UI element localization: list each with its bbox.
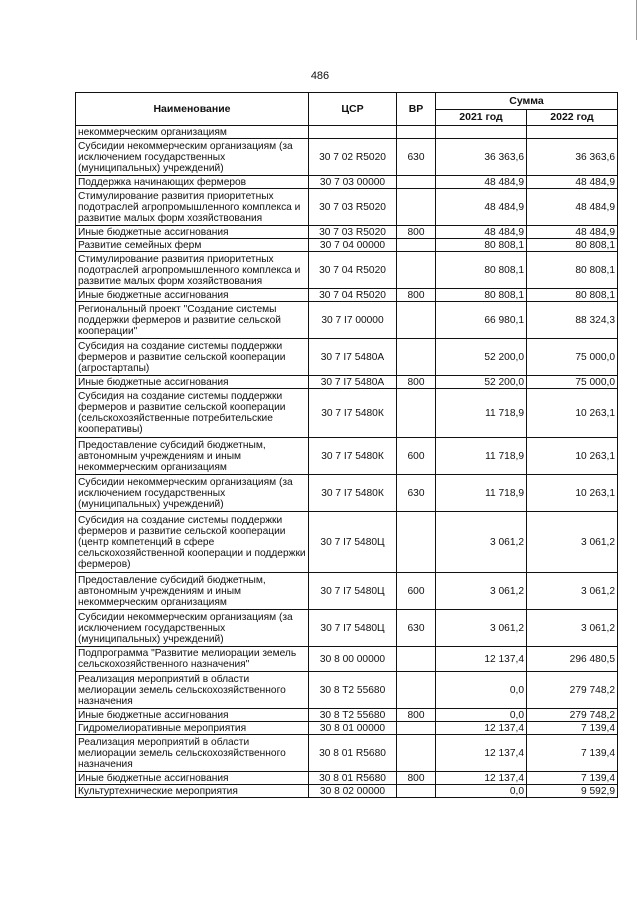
row-name: Иные бюджетные ассигнования: [76, 772, 309, 785]
row-csr: 30 7 I7 5480Ц: [309, 512, 397, 573]
row-csr: 30 7 I7 5480К: [309, 438, 397, 475]
col-header-2021: 2021 год: [436, 110, 527, 126]
row-name: Предоставление субсидий бюджетным, автономным учреждениям и иным некоммерческим организациям: [76, 573, 309, 610]
row-vr: 800: [397, 709, 436, 722]
row-csr: 30 7 02 R5020: [309, 139, 397, 176]
row-vr: 800: [397, 376, 436, 389]
row-name: некоммерческим организациям: [76, 126, 309, 139]
row-sum-2021: 36 363,6: [436, 139, 527, 176]
row-vr: 800: [397, 289, 436, 302]
table-row: [76, 376, 618, 389]
row-sum-2021: 48 484,9: [436, 176, 527, 189]
row-name: Иные бюджетные ассигнования: [76, 709, 309, 722]
row-vr: 800: [397, 772, 436, 785]
row-name: Стимулирование развития приоритетных подотраслей агропромышленного комплекса и развитие малых форм хозяйствования: [76, 252, 309, 289]
row-vr: 800: [397, 226, 436, 239]
row-name: Реализация мероприятий в области мелиорации земель сельскохозяйственного назначения: [76, 672, 309, 709]
row-csr: 30 7 03 00000: [309, 176, 397, 189]
row-vr: [397, 339, 436, 376]
row-sum-2022: 7 139,4: [527, 722, 618, 735]
page-edge-mark: [636, 0, 640, 40]
budget-table: [75, 92, 618, 798]
row-sum-2021: 80 808,1: [436, 289, 527, 302]
row-sum-2021: 12 137,4: [436, 722, 527, 735]
row-sum-2022: 10 263,1: [527, 438, 618, 475]
row-sum-2022: 48 484,9: [527, 176, 618, 189]
table-row: [76, 289, 618, 302]
row-name: Субсидия на создание системы поддержки фермеров и развитие сельской кооперации (сельскохозяйственные потребительские кооперативы): [76, 389, 309, 438]
col-header-csr: ЦСР: [309, 93, 397, 126]
col-header-sum: Сумма: [436, 93, 618, 110]
row-csr: 30 7 04 R5020: [309, 289, 397, 302]
row-csr: 30 8 01 R5680: [309, 772, 397, 785]
row-vr: [397, 389, 436, 438]
row-name: Гидромелиоративные мероприятия: [76, 722, 309, 735]
row-sum-2022: 3 061,2: [527, 610, 618, 647]
row-sum-2022: 3 061,2: [527, 573, 618, 610]
row-name: Предоставление субсидий бюджетным, автономным учреждениям и иным некоммерческим организациям: [76, 438, 309, 475]
row-vr: [397, 189, 436, 226]
row-sum-2021: 52 200,0: [436, 339, 527, 376]
table-row: [76, 735, 618, 772]
table-row: [76, 226, 618, 239]
row-csr: 30 7 I7 5480Ц: [309, 610, 397, 647]
row-sum-2022: 75 000,0: [527, 376, 618, 389]
row-csr: 30 8 T2 55680: [309, 709, 397, 722]
row-sum-2022: 88 324,3: [527, 302, 618, 339]
row-vr: [397, 176, 436, 189]
table-row: [76, 709, 618, 722]
row-sum-2021: 52 200,0: [436, 376, 527, 389]
table-row: [76, 239, 618, 252]
row-name: Иные бюджетные ассигнования: [76, 226, 309, 239]
row-sum-2022: 10 263,1: [527, 475, 618, 512]
table-row: [76, 672, 618, 709]
table-row: [76, 785, 618, 798]
table-row: [76, 722, 618, 735]
row-name: Развитие семейных ферм: [76, 239, 309, 252]
row-sum-2021: 80 808,1: [436, 252, 527, 289]
row-sum-2021: 80 808,1: [436, 239, 527, 252]
row-name: Региональный проект "Создание системы поддержки фермеров и развитие сельской кооперации": [76, 302, 309, 339]
row-name: Иные бюджетные ассигнования: [76, 289, 309, 302]
table-body: [76, 126, 618, 798]
row-vr: [397, 672, 436, 709]
table-row: [76, 647, 618, 672]
row-csr: 30 8 01 R5680: [309, 735, 397, 772]
table-row: [76, 438, 618, 475]
row-sum-2022: 75 000,0: [527, 339, 618, 376]
row-vr: [397, 302, 436, 339]
row-csr: 30 7 I7 5480А: [309, 339, 397, 376]
row-csr: 30 7 04 00000: [309, 239, 397, 252]
row-csr: 30 7 03 R5020: [309, 189, 397, 226]
page-number: 486: [310, 70, 330, 82]
row-sum-2021: 3 061,2: [436, 512, 527, 573]
table-row: [76, 176, 618, 189]
row-name: Иные бюджетные ассигнования: [76, 376, 309, 389]
row-vr: 600: [397, 573, 436, 610]
table-row: [76, 339, 618, 376]
table-row: [76, 475, 618, 512]
row-name: Подпрограмма "Развитие мелиорации земель сельскохозяйственного назначения": [76, 647, 309, 672]
row-sum-2021: 3 061,2: [436, 573, 527, 610]
row-sum-2022: 279 748,2: [527, 672, 618, 709]
table-row: [76, 139, 618, 176]
row-sum-2022: 36 363,6: [527, 139, 618, 176]
row-csr: 30 8 02 00000: [309, 785, 397, 798]
row-sum-2021: 12 137,4: [436, 772, 527, 785]
table-row: [76, 610, 618, 647]
row-sum-2022: [527, 126, 618, 139]
row-sum-2022: 9 592,9: [527, 785, 618, 798]
table-row: [76, 302, 618, 339]
row-sum-2022: 279 748,2: [527, 709, 618, 722]
row-sum-2022: 80 808,1: [527, 252, 618, 289]
row-sum-2022: 7 139,4: [527, 735, 618, 772]
table-row: [76, 772, 618, 785]
row-sum-2022: 7 139,4: [527, 772, 618, 785]
row-sum-2021: 12 137,4: [436, 735, 527, 772]
row-sum-2021: 0,0: [436, 709, 527, 722]
row-sum-2022: 48 484,9: [527, 226, 618, 239]
row-vr: 630: [397, 139, 436, 176]
row-sum-2021: 12 137,4: [436, 647, 527, 672]
row-vr: [397, 735, 436, 772]
row-name: Субсидии некоммерческим организациям (за исключением государственных (муниципальных) учреждений): [76, 139, 309, 176]
col-header-name: Наименование: [76, 93, 309, 126]
row-csr: 30 7 03 R5020: [309, 226, 397, 239]
row-sum-2021: [436, 126, 527, 139]
row-vr: 600: [397, 438, 436, 475]
row-name: Реализация мероприятий в области мелиорации земель сельскохозяйственного назначения: [76, 735, 309, 772]
row-name: Субсидия на создание системы поддержки фермеров и развитие сельской кооперации (агростартапы): [76, 339, 309, 376]
row-sum-2021: 11 718,9: [436, 438, 527, 475]
row-sum-2021: 0,0: [436, 785, 527, 798]
row-csr: 30 7 04 R5020: [309, 252, 397, 289]
row-sum-2021: 3 061,2: [436, 610, 527, 647]
row-sum-2021: 48 484,9: [436, 226, 527, 239]
row-csr: 30 7 I7 00000: [309, 302, 397, 339]
row-name: Культуртехнические мероприятия: [76, 785, 309, 798]
row-vr: 630: [397, 610, 436, 647]
row-vr: [397, 126, 436, 139]
row-csr: 30 8 01 00000: [309, 722, 397, 735]
table-row: [76, 512, 618, 573]
row-vr: [397, 239, 436, 252]
row-vr: 630: [397, 475, 436, 512]
row-name: Субсидии некоммерческим организациям (за исключением государственных (муниципальных) учреждений): [76, 610, 309, 647]
row-sum-2022: 10 263,1: [527, 389, 618, 438]
row-sum-2021: 0,0: [436, 672, 527, 709]
row-sum-2021: 11 718,9: [436, 475, 527, 512]
table-row: [76, 252, 618, 289]
row-name: Субсидия на создание системы поддержки фермеров и развитие сельской кооперации (центр компетенций в сфере сельскохозяйственной кооперации и поддержки фермеров): [76, 512, 309, 573]
row-csr: 30 7 I7 5480А: [309, 376, 397, 389]
row-sum-2021: 11 718,9: [436, 389, 527, 438]
row-csr: 30 7 I7 5480Ц: [309, 573, 397, 610]
row-vr: [397, 785, 436, 798]
table-row: [76, 189, 618, 226]
row-sum-2021: 66 980,1: [436, 302, 527, 339]
table-row: [76, 573, 618, 610]
row-csr: 30 8 T2 55680: [309, 672, 397, 709]
row-vr: [397, 722, 436, 735]
row-name: Субсидии некоммерческим организациям (за исключением государственных (муниципальных) учреждений): [76, 475, 309, 512]
row-csr: [309, 126, 397, 139]
row-name: Поддержка начинающих фермеров: [76, 176, 309, 189]
row-sum-2022: 48 484,9: [527, 189, 618, 226]
col-header-vr: ВР: [397, 93, 436, 126]
row-sum-2022: 296 480,5: [527, 647, 618, 672]
row-vr: [397, 512, 436, 573]
row-sum-2022: 80 808,1: [527, 239, 618, 252]
row-name: Стимулирование развития приоритетных подотраслей агропромышленного комплекса и развитие малых форм хозяйствования: [76, 189, 309, 226]
row-vr: [397, 252, 436, 289]
row-sum-2021: 48 484,9: [436, 189, 527, 226]
row-csr: 30 7 I7 5480К: [309, 389, 397, 438]
row-csr: 30 8 00 00000: [309, 647, 397, 672]
row-sum-2022: 3 061,2: [527, 512, 618, 573]
row-sum-2022: 80 808,1: [527, 289, 618, 302]
row-vr: [397, 647, 436, 672]
col-header-2022: 2022 год: [527, 110, 618, 126]
table-row: [76, 126, 618, 139]
table-row: [76, 389, 618, 438]
row-csr: 30 7 I7 5480К: [309, 475, 397, 512]
